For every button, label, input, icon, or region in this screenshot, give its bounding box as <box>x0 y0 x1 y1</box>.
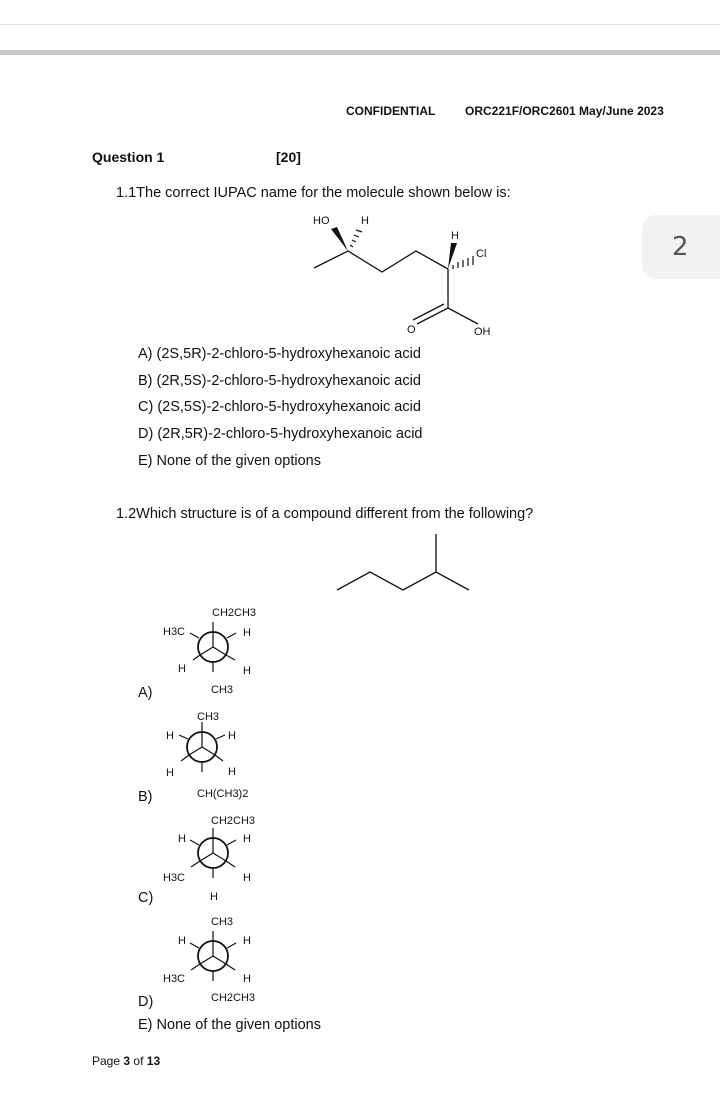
newman-d-bottom-label: CH2CH3 <box>211 992 256 1004</box>
mol-label-ho: HO <box>313 215 330 227</box>
newman-b-lower-right-label: H <box>228 766 236 778</box>
newman-b-upper-left-label: H <box>166 730 174 742</box>
top-divider-thin <box>0 24 720 25</box>
course-code: ORC221F/ORC2601 May/June 2023 <box>465 104 664 118</box>
q1-2-option-a-letter[interactable]: A) <box>138 685 153 701</box>
q1-2-text: 1.2Which structure is of a compound different from the following? <box>116 506 534 522</box>
mol-label-oh: OH <box>474 326 491 338</box>
mol-label-o: O <box>407 324 416 336</box>
newman-a-lower-right-label: H <box>243 665 251 677</box>
newman-d-lower-right-label: H <box>243 973 251 985</box>
newman-d-lower-left-label: H3C <box>163 973 186 985</box>
newman-projection-c <box>150 810 280 905</box>
newman-a-top-label: CH2CH3 <box>212 607 257 619</box>
q1-2-option-c-letter[interactable]: C) <box>138 890 154 906</box>
mol-label-cl: Cl <box>476 248 487 260</box>
q1-1-option-b[interactable]: B) (2R,5S)-2-chloro-5-hydroxyhexanoic acid <box>138 373 421 389</box>
q1-2-option-d-letter[interactable]: D) <box>138 994 154 1010</box>
top-divider-thick <box>0 50 720 55</box>
confidential-label: CONFIDENTIAL <box>346 104 436 118</box>
q1-2-option-b-letter[interactable]: B) <box>138 789 153 805</box>
mol-label-h-c2: H <box>451 230 459 242</box>
newman-a-upper-left-label: H3C <box>163 626 186 638</box>
newman-d-upper-right-label: H <box>243 935 251 947</box>
newman-c-bottom-label: H <box>210 891 218 903</box>
newman-c-lower-right-label: H <box>243 872 251 884</box>
question-title: Question 1 <box>92 149 165 165</box>
newman-d-upper-left-label: H <box>178 935 186 947</box>
newman-projection-b <box>150 705 280 805</box>
newman-b-lower-left-label: H <box>166 767 174 779</box>
newman-b-bottom-label: CH(CH3)2 <box>197 788 249 800</box>
skeletal-structure-1-2 <box>330 528 480 598</box>
newman-b-top-label: CH3 <box>197 711 220 723</box>
newman-a-bottom-label: CH3 <box>211 684 234 696</box>
newman-c-top-label: CH2CH3 <box>211 815 256 827</box>
question-marks: [20] <box>276 149 301 165</box>
newman-b-upper-right-label: H <box>228 730 236 742</box>
q1-1-text: 1.1The correct IUPAC name for the molecule shown below is: <box>116 185 511 201</box>
newman-projection-d <box>150 910 280 1005</box>
q1-2-option-e[interactable]: E) None of the given options <box>138 1017 321 1033</box>
page-footer: Page 3 of 13 <box>92 1054 161 1068</box>
newman-a-lower-left-label: H <box>178 663 186 675</box>
newman-a-upper-right-label: H <box>243 627 251 639</box>
newman-c-upper-left-label: H <box>178 833 186 845</box>
q1-1-option-a[interactable]: A) (2S,5R)-2-chloro-5-hydroxyhexanoic acid <box>138 346 421 362</box>
newman-c-lower-left-label: H3C <box>163 872 186 884</box>
molecule-1-1 <box>300 205 520 340</box>
q1-1-option-d[interactable]: D) (2R,5R)-2-chloro-5-hydroxyhexanoic acid <box>138 426 423 442</box>
newman-c-upper-right-label: H <box>243 833 251 845</box>
newman-projection-a <box>150 600 280 700</box>
newman-d-top-label: CH3 <box>211 916 234 928</box>
page-indicator-number: 2 <box>672 232 689 262</box>
mol-label-h-c5: H <box>361 215 369 227</box>
q1-1-option-e[interactable]: E) None of the given options <box>138 453 321 469</box>
q1-1-option-c[interactable]: C) (2S,5S)-2-chloro-5-hydroxyhexanoic acid <box>138 399 421 415</box>
